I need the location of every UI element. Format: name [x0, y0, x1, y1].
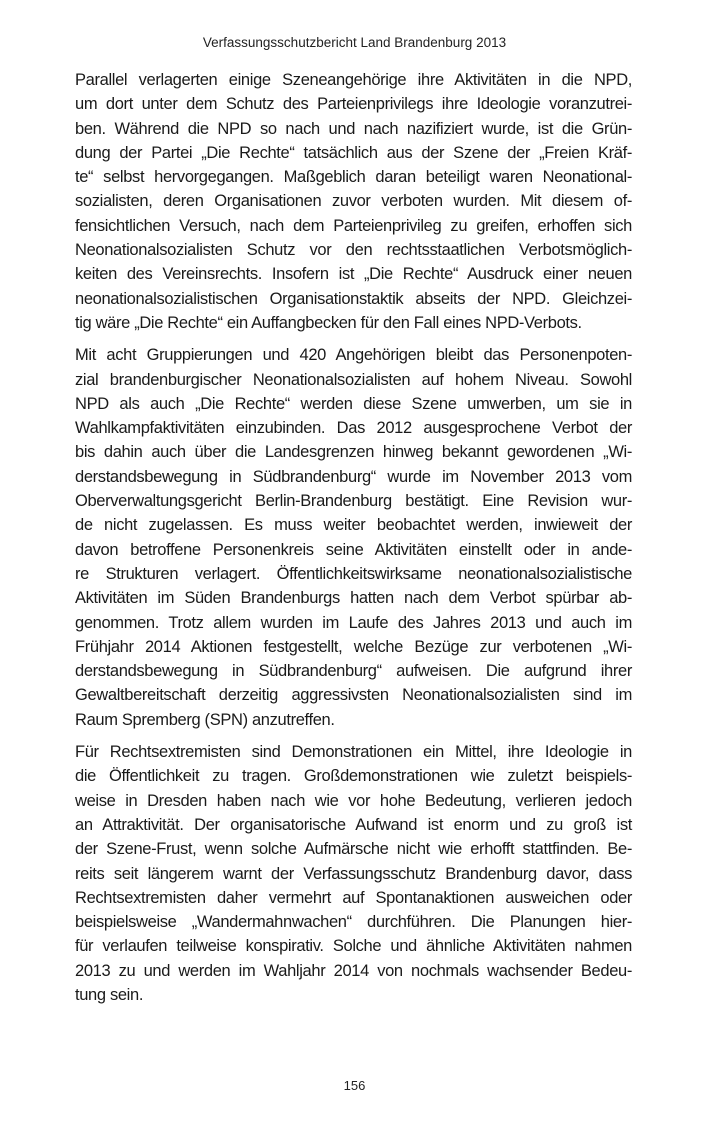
text-line: Mit acht Gruppierungen und 420 Angehörigen bleibt das Personenpoten- [75, 346, 632, 365]
text-line: derstandsbewegung in Südbrandenburg“ aufweisen. Die aufgrund ihrer [75, 662, 632, 681]
text-line: de nicht zugelassen. Es muss weiter beobachtet werden, inwieweit der [75, 516, 632, 535]
paragraph-2 [75, 343, 632, 732]
text-line: fensichtlichen Versuch, nach dem Parteienprivileg zu greifen, erhoffen sich [75, 216, 632, 235]
text-line: um dort unter dem Schutz des Parteienprivilegs ihre Ideologie voranzutrei- [75, 95, 632, 114]
text-line: Oberverwaltungsgericht Berlin-Brandenburg bestätigt. Eine Revision wur- [75, 492, 632, 511]
text-line: Wahlkampfaktivitäten einzubinden. Das 2012 ausgesprochene Verbot der [75, 419, 632, 438]
text-line: für verlaufen teilweise konspirativ. Solche und ähnliche Aktivitäten nahmen [75, 937, 632, 956]
text-line: bis dahin auch über die Landesgrenzen hinweg bekannt gewordenen „Wi- [75, 443, 632, 462]
text-line: ben. Während die NPD so nach und nach nazifiziert wurde, ist die Grün- [75, 119, 632, 138]
text-line: beispielsweise „Wandermahnwachen“ durchführen. Die Planungen hier- [75, 913, 632, 932]
text-line: Frühjahr 2014 Aktionen festgestellt, welche Bezüge zur verbotenen „Wi- [75, 637, 632, 656]
text-line: Aktivitäten im Süden Brandenburgs hatten nach dem Verbot spürbar ab- [75, 589, 632, 608]
text-line: 2013 zu und werden im Wahljahr 2014 von nochmals wachsender Bedeu- [75, 961, 632, 980]
text-line: Für Rechtsextremisten sind Demonstrationen ein Mittel, ihre Ideologie in [75, 743, 632, 762]
page-number: 156 [343, 1078, 366, 1093]
text-line: Raum Spremberg (SPN) anzutreffen. [75, 710, 335, 729]
text-line: weise in Dresden haben nach wie vor hohe Bedeutung, verlieren jedoch [75, 791, 632, 810]
text-line: Neonationalsozialisten Schutz vor den rechtsstaatlichen Verbotsmöglich- [75, 241, 632, 260]
text-line: an Attraktivität. Der organisatorische Aufwand ist enorm und zu groß ist [75, 815, 632, 834]
text-line: neonationalsozialistischen Organisationstaktik abseits der NPD. Gleichzei- [75, 289, 632, 308]
text-line: derstandsbewegung in Südbrandenburg“ wurde im November 2013 vom [75, 467, 632, 486]
text-line: re Strukturen verlagert. Öffentlichkeitswirksame neonationalsozialistische [75, 564, 632, 583]
text-line: der Szene-Frust, wenn solche Aufmärsche nicht wie erhofft stattfinden. Be- [75, 840, 632, 859]
paragraph-1 [75, 68, 632, 335]
text-line: zial brandenburgischer Neonationalsozialisten auf hohem Niveau. Sowohl [75, 370, 632, 389]
text-line: genommen. Trotz allem wurden im Laufe des Jahres 2013 und auch im [75, 613, 632, 632]
body-text [75, 68, 632, 1015]
text-line: tung sein. [75, 985, 144, 1004]
text-line: Rechtsextremisten daher vermehrt auf Spontanaktionen ausweichen oder [75, 888, 632, 907]
text-line: te“ selbst hervorgegangen. Maßgeblich daran beteiligt waren Neonational- [75, 168, 632, 187]
text-line: reits seit längerem warnt der Verfassungsschutz Brandenburg davor, dass [75, 864, 632, 883]
text-line: dung der Partei „Die Rechte“ tatsächlich aus der Szene der „Freien Kräf- [75, 143, 632, 162]
running-header: Verfassungsschutzbericht Land Brandenburg 2013 [202, 35, 507, 50]
text-line: Parallel verlagerten einige Szeneangehörige ihre Aktivitäten in die NPD, [75, 71, 632, 89]
text-line: davon betroffene Personenkreis seine Aktivitäten einstellt oder in ande- [75, 540, 632, 559]
text-line: tig wäre „Die Rechte“ ein Auffangbecken für den Fall eines NPD-Verbots. [75, 313, 582, 332]
text-line: Gewaltbereitschaft derzeitig aggressivsten Neonationalsozialisten sind im [75, 686, 632, 705]
text-line: die Öffentlichkeit zu tragen. Großdemonstrationen wie zuletzt beispiels- [75, 767, 632, 786]
text-line: keiten des Vereinsrechts. Insofern ist „Die Rechte“ Ausdruck einer neuen [75, 265, 632, 284]
text-line: NPD als auch „Die Rechte“ werden diese Szene umwerben, um sie in [75, 394, 632, 413]
text-line: sozialisten, deren Organisationen zuvor verboten wurden. Mit diesem of- [75, 192, 632, 211]
paragraph-3 [75, 740, 632, 1007]
